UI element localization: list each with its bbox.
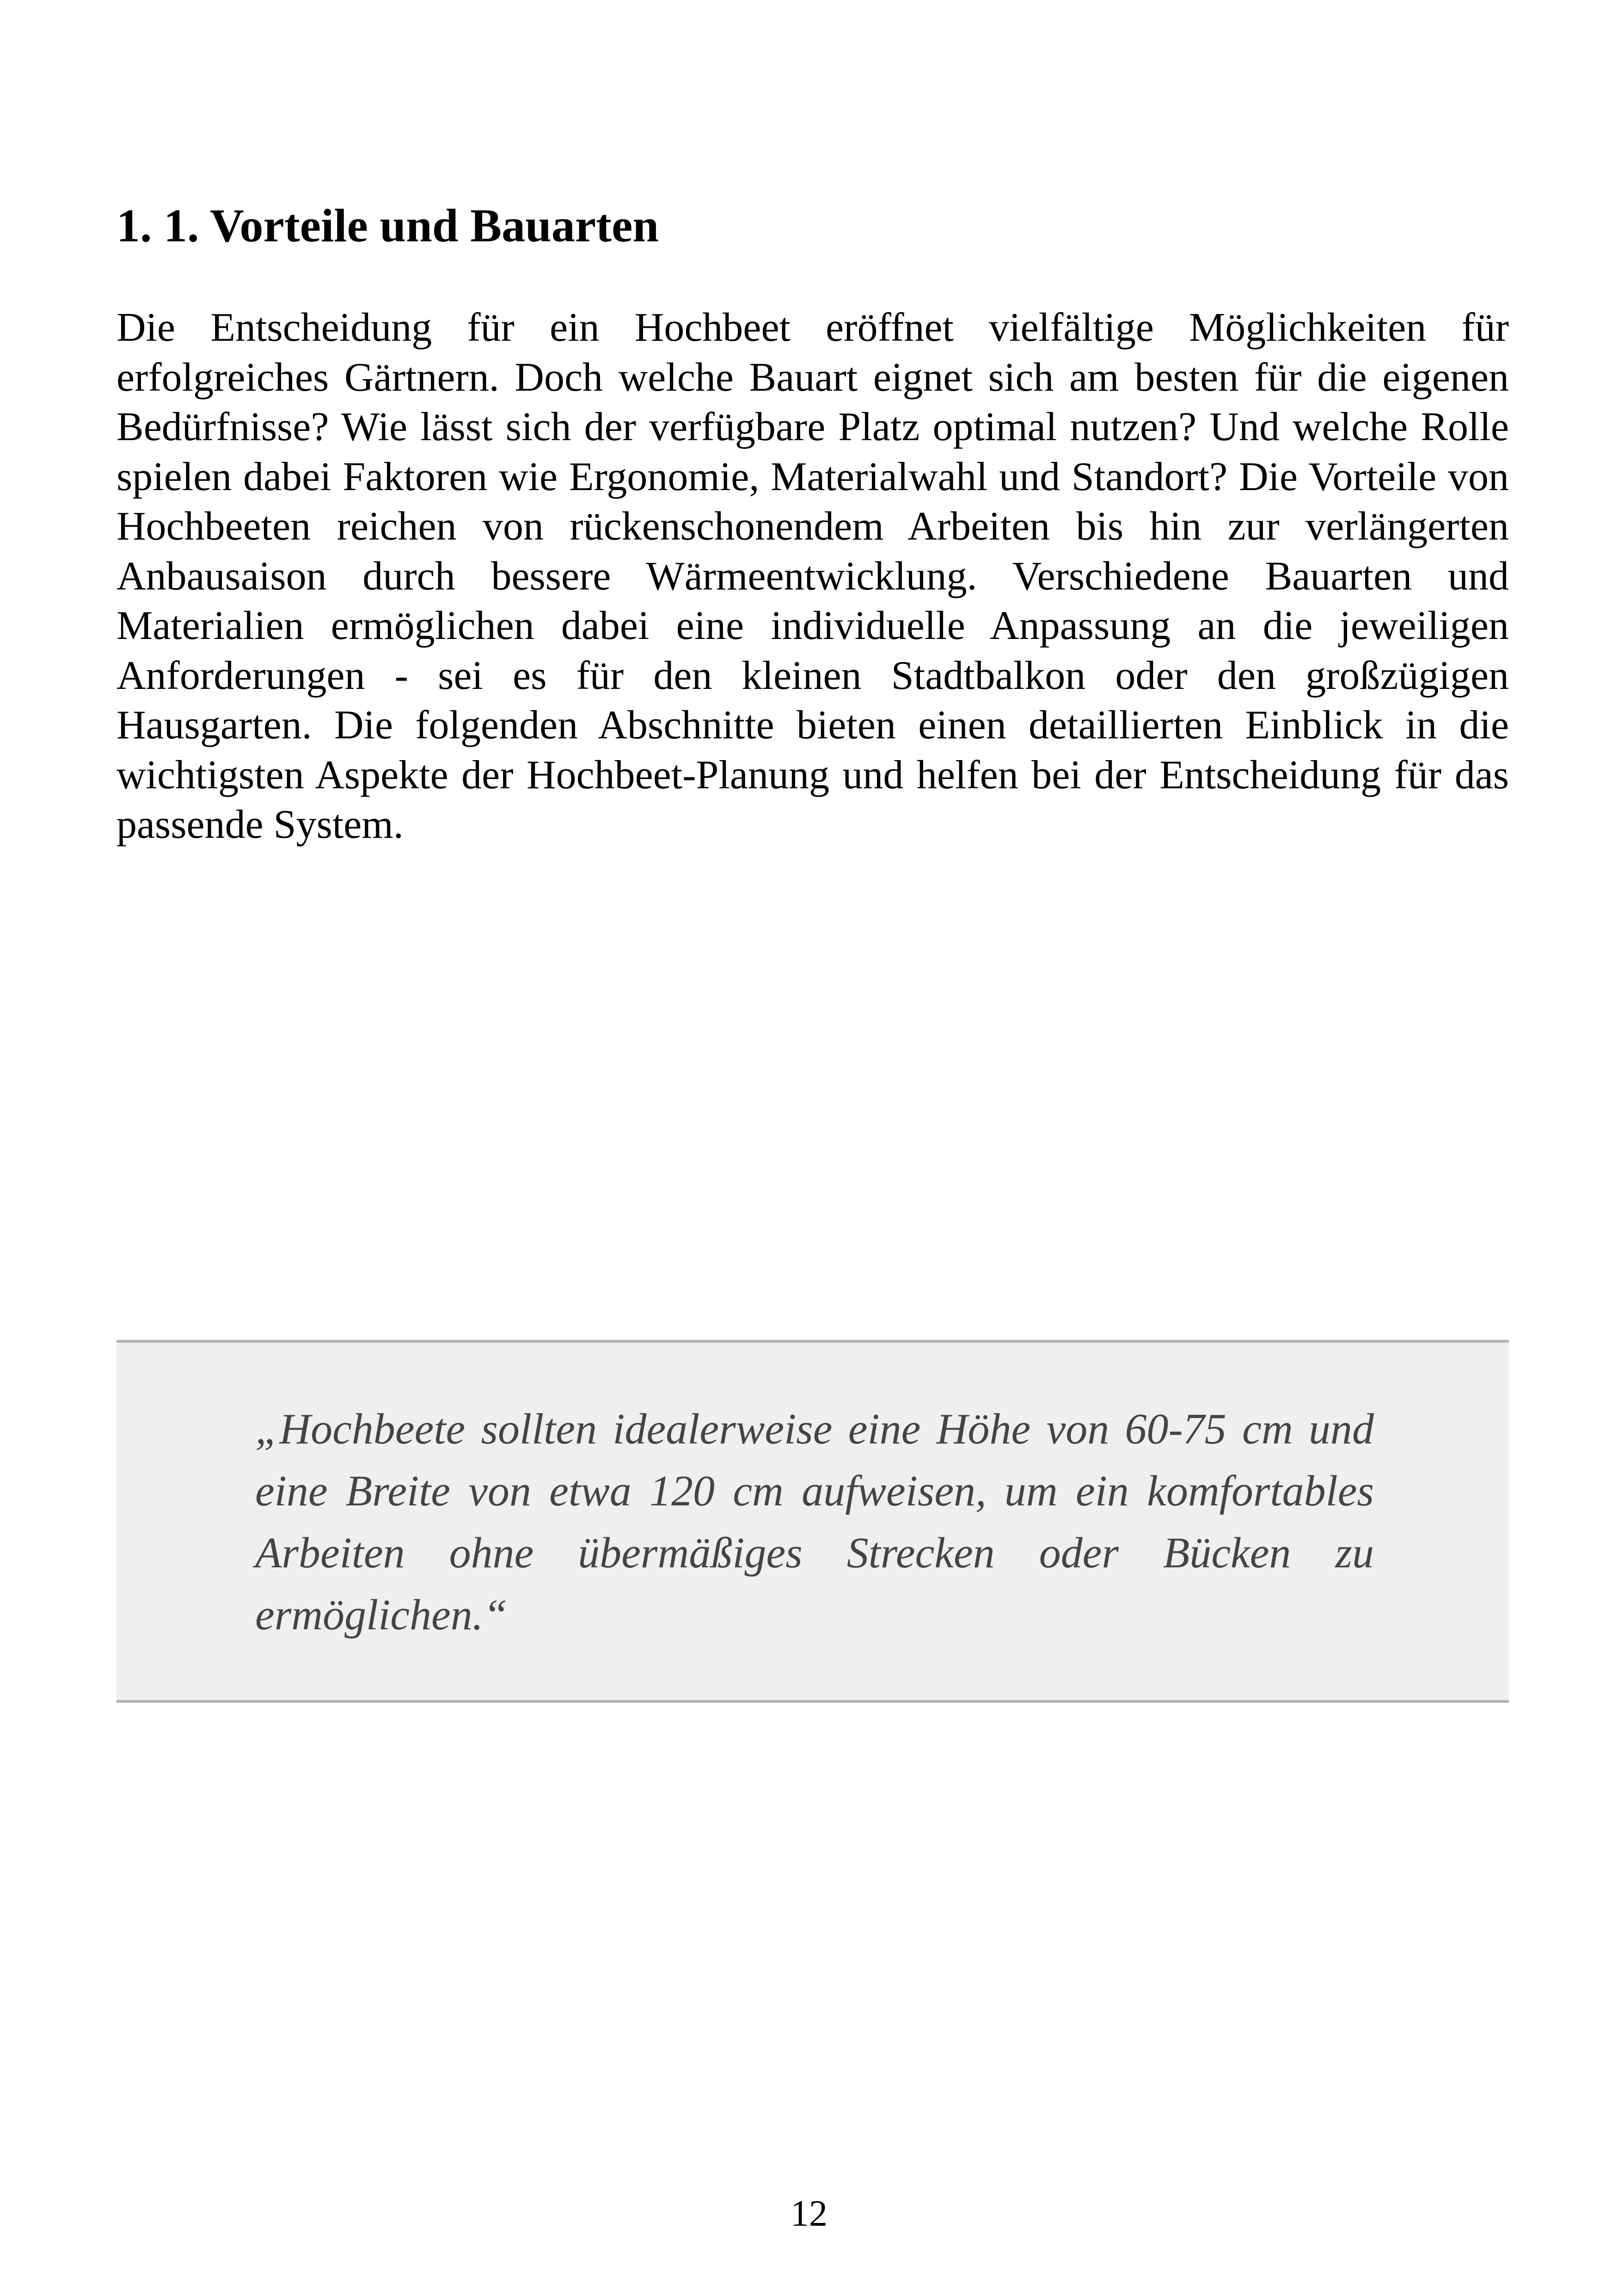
pull-quote-text: „Hochbeete sollten idealerweise eine Höhe von 60-75 cm und eine Breite von etwa 120 cm aufweisen, um ein komfortables Arbeiten ohne übermäßiges Strecken oder Bücken zu ermöglichen.“ — [255, 1405, 1374, 1639]
pull-quote-box — [116, 1340, 1509, 1703]
page-number: 12 — [791, 2193, 827, 2234]
body-paragraph: Die Entscheidung für ein Hochbeet eröffnet vielfältige Möglichkeiten für erfolgreiches Gärtnern. Doch welche Bauart eignet sich am besten für die eigenen Bedürfnisse? Wie lässt sich der verfügbare Platz optimal nutzen? Und welche Rolle spielen dabei Faktoren wie Ergonomie, Materialwahl und Standort? Die Vorteile von Hochbeeten reichen von rückenschonendem Arbeiten bis hin zur verlängerten Anbausaison durch bessere Wärmeentwicklung. Verschiedene Bauarten und Materialien ermöglichen dabei eine individuelle Anpassung an die jeweiligen Anforderungen - sei es für den kleinen Stadtbalkon oder den großzügigen Hausgarten. Die folgenden Abschnitte bieten einen detaillierten Einblick in die wichtigsten Aspekte der Hochbeet-Planung und helfen bei der Entscheidung für das passende System. — [116, 305, 1509, 847]
section-heading: 1. 1. Vorteile und Bauarten — [116, 200, 659, 252]
